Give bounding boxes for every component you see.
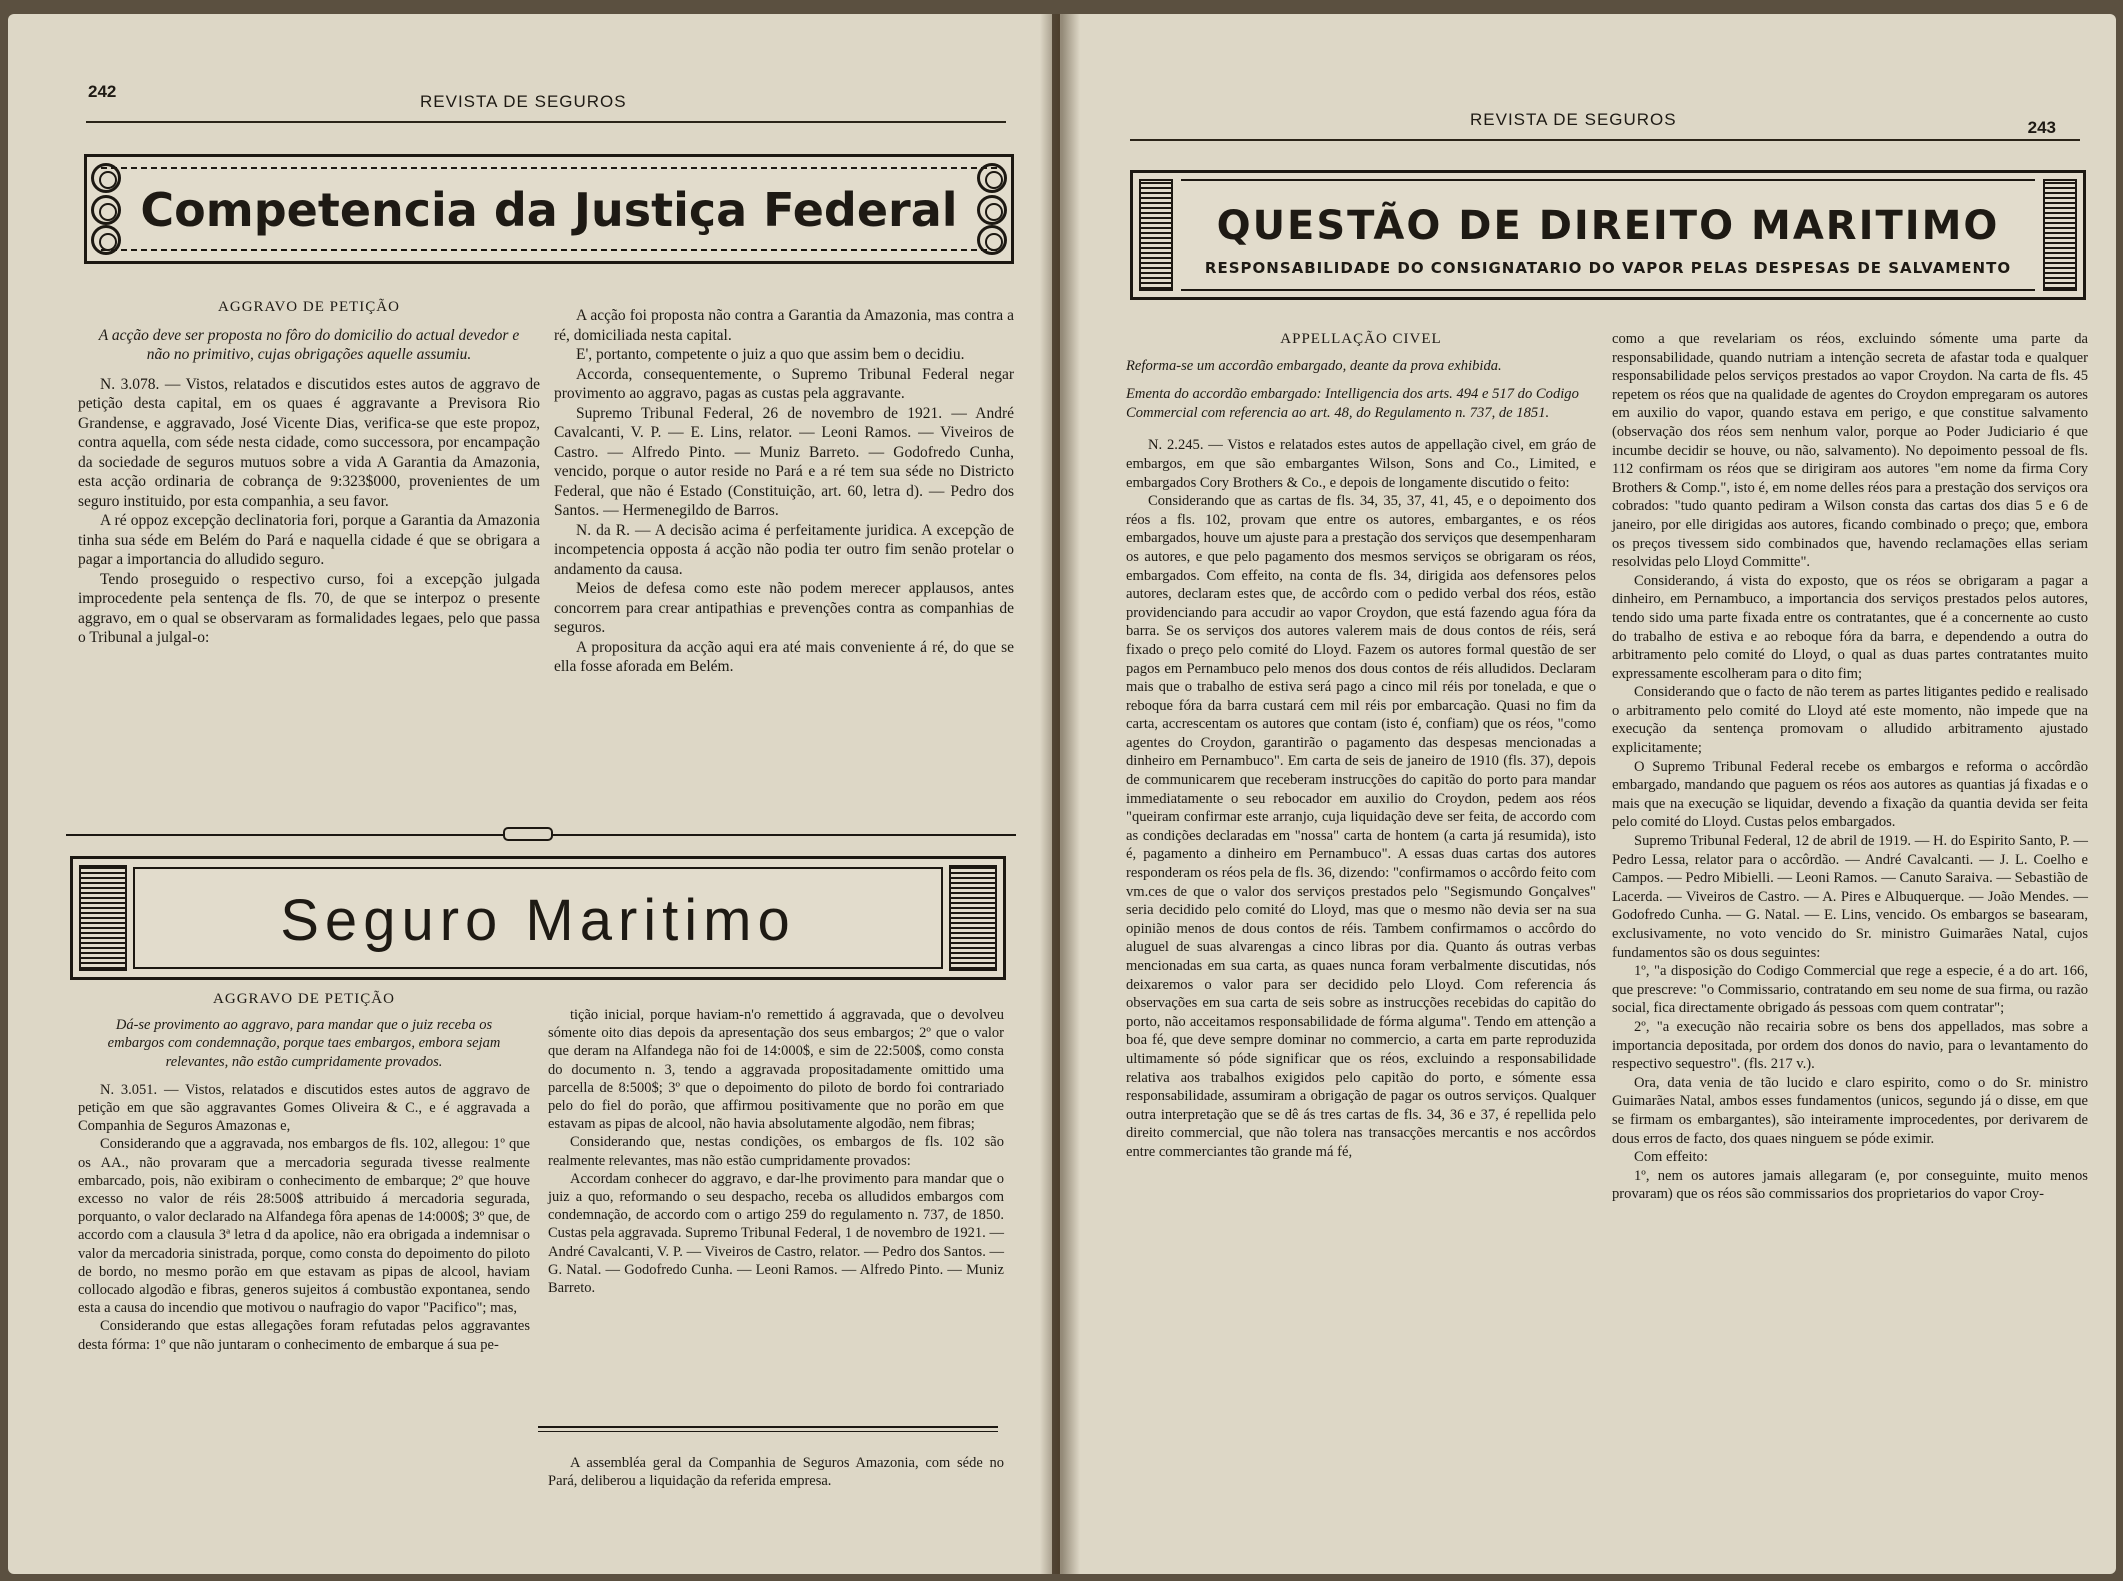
paragraph: O Supremo Tribunal Federal recebe os embargos e reforma o accôrdão embargado, mandando que paguem os réos aos autores as quantias já fixadas e o mais que na execução se liquidar, devendo a fixação da quantia devida ser feita pelo comité do Lloyd. Custas pelos embargados. (1612, 758, 2088, 831)
article-column (548, 1454, 1004, 1490)
paragraph: Considerando que, nestas condições, os embargos de fls. 102 são realmente relevantes, mas não estão cumpridamente provados: (548, 1134, 1004, 1169)
paragraph: N. 2.245. — Vistos e relatados estes autos de appellação civel, em gráo de embargos, em que são embargantes Wilson, Sons and Co., Limited, e embargados Cory Brothers & Co., e depois de longamente discutido o feito: (1126, 437, 1596, 491)
paragraph: 1º, nem os autores jamais allegaram (e, por conseguinte, muito menos provaram) que os réos são commissarios dos proprietarios do vapor Croy- (1612, 1167, 2088, 1203)
article-title-banner (70, 856, 1006, 980)
paragraph: Considerando que a aggravada, nos embargos de fls. 102, allegou: 1º que os AA., não provaram que a mercadoria segurada tivesse realmente embarcado, pois, não exibiram o conhecimento de embarque; 2º que houve excesso no valor de réis 28:500$ attribuido á mercadoria segurada, porquanto, o valor declarado na Alfandega fôra apenas de 14:000$; 3º que, de accordo com a clausula 3ª letra d da apolice, não era obrigada a indemnisar o valor da mercadoria sinistrada, porque, como consta do depoimento do piloto de bordo, no mesmo porão em que estavam as pipas de alcool, haviam collocado algodão e fibras, generos sujeitos á combustão expontanea, sendo esta a causa do incendio que motivou o naufragio do vapor "Pacifico"; mas, (78, 1136, 530, 1317)
paragraph: A ré oppoz excepção declinatoria fori, porque a Garantia da Amazonia tinha sua séde em Belém do Pará e naquella cidade é que se obrigara a pagar a importancia do alludido seguro. (78, 512, 540, 568)
paragraph: N. 3.078. — Vistos, relatados e discutidos estes autos de aggravo de petição desta capital, em os quaes é aggravante a Previsora Rio Grandense, e aggravado, José Vicente Dias, verifica-se que este propoz, contra aquella, com séde nesta cidade, como successora, por encampação da sociedade de seguros mutuos sobre a vida A Garantia da Amazonia, esta acção ordinaria de cobrança de 9:323$000, provenientes de um seguro instituido, por esta companhia, a seu favor. (78, 375, 540, 510)
paragraph: Meios de defesa como este não podem merecer applausos, antes concorrem para crear antipathias e prevenções contra as companhias de seguros. (554, 580, 1014, 636)
article-column (1612, 330, 2088, 1204)
paragraph: Considerando que o facto de não terem as partes litigantes pedido e realisado o arbitramento pelo comité do Lloyd até este momento, não impede que na execução da sentença promovam o alludido arbitramento ajustado explicitamente; (1612, 684, 2088, 757)
paragraph: N. 3.051. — Vistos, relatados e discutidos estes autos de aggravo de petição em que são aggravantes Gomes Oliveira & C., e é aggravada a Companhia de Seguros Amazonas e, (78, 1081, 530, 1135)
paragraph: Ora, data venia de tão lucido e claro espirito, como o do Sr. ministro Guimarães Natal, ambos esses fundamentos (unicos, segundo já o disse, em que se firmam os embargantes), são inteiramente improcedentes, por derivarem de dous erros de facto, dos quaes ninguem se póde eximir. (1612, 1074, 2088, 1147)
article-column (78, 986, 530, 1354)
paragraph: E', portanto, competente o juiz a quo que assim bem o decidiu. (576, 346, 965, 363)
section-heading: APPELLAÇÃO CIVEL (1280, 331, 1442, 347)
running-head: REVISTA DE SEGUROS (1470, 110, 1677, 129)
article-column (78, 294, 540, 648)
running-head: REVISTA DE SEGUROS (420, 92, 627, 111)
paragraph: Supremo Tribunal Federal, 12 de abril de 1919. — H. do Espirito Santo, P. — Pedro Lessa, relator para o accôrdão. — André Cavalcanti. — J. L. Coelho e Campos. — Pedro Mibielli. — Leoni Ramos. — Canuto Saraiva. — Sebastião de Lacerda. — Viveiros de Castro. — A. Pires e Albuquerque. — João Mendes. — Godofredo Cunha. — G. Natal. — E. Lins, vencido. Os embargos se basearam, exclusivamente, no voto vencido do Sr. ministro Guimarães Natal, cujos fundamentos são os dous seguintes: (1612, 833, 2088, 961)
paragraph: Com effeito: (1634, 1149, 1708, 1166)
section-heading: AGGRAVO DE PETIÇÃO (218, 299, 400, 315)
article-title-banner (84, 154, 1014, 264)
article-column (548, 1006, 1004, 1297)
article-title: QUESTÃO DE DIREITO MARITIMO (1216, 203, 2000, 249)
article-title-banner (1130, 170, 2086, 300)
paragraph: 1º, "a disposição do Codigo Commercial que rege a especie, é a do art. 166, que prescreve: "o Commissario, contratando em seu nome de sua firma, ou razão social, fica directamente obrigado ás pessoas com quem contratar"; (1612, 963, 2088, 1017)
note: A assembléa geral da Companhia de Seguros Amazonia, com séde no Pará, deliberou a liquidação da referida empresa. (548, 1455, 1004, 1490)
paragraph: Accorda, consequentemente, o Supremo Tribunal Federal negar provimento ao aggravo, pagas as custas pela aggravante. (554, 365, 1014, 402)
paragraph: 2º, "a execução não recairia sobre os bens dos appellados, mas sobre a importancia depositada, por ordem dos donos do navio, para o levantamento do respectivo sequestro". (fls. 217 v.). (1612, 1018, 2088, 1073)
summary: Dá-se provimento ao aggravo, para mandar que o juiz receba os embargos com condemnação, porque taes embargos, embora sejam relevantes, não estão cumpridamente provados. (107, 1017, 501, 1070)
article-column (554, 306, 1014, 677)
paragraph: N. da R. — A decisão acima é perfeitamente juridica. A excepção de incompetencia opposta á acção não podia ter outro fim senão protelar o andamento da causa. (554, 521, 1014, 578)
divider-ornament-icon (503, 827, 553, 841)
summary: Reforma-se um accordão embargado, deante da prova exhibida. (1126, 357, 1502, 374)
paragraph: Considerando, á vista do exposto, que os réos se obrigaram a pagar a dinheiro, em Pernambuco, a importancia dos serviços prestados pelos autores, tendo sido uma parte fixada entre os contratantes, que é a concernente ao custo do trabalho de estiva e ao reboque fóra da barra, e dependendo a outra do arbitramento pelo comité do Lloyd, o qual as duas partes contratantes muito expressamente escolheram para o dito fim; (1612, 572, 2088, 682)
summary: Ementa do accordão embargado: Intelligencia dos arts. 494 e 517 do Codigo Commercial com referencia ao art. 48, do Regulamento n. 737, de 1851. (1126, 386, 1579, 421)
paragraph: Supremo Tribunal Federal, 26 de novembro de 1921. — André Cavalcanti, V. P. — E. Lins, relator. — Leoni Ramos. — Viveiros de Castro. — Alfredo Pinto. — Muniz Barreto. — Godofredo Cunha, vencido, porque o autor reside no Pará e a ré tem sua séde no Districto Federal, que não é Estado (Constituição, art. 60, letra d). — Pedro dos Santos. — Hermenegildo de Barros. (554, 404, 1014, 519)
paragraph: A propositura da acção aqui era até mais conveniente á ré, do que se ella fosse aforada em Belém. (554, 638, 1014, 675)
article-title: Competencia da Justiça Federal (140, 183, 958, 237)
section-heading: AGGRAVO DE PETIÇÃO (213, 991, 395, 1007)
article-subtitle: RESPONSABILIDADE DO CONSIGNATARIO DO VAPOR PELAS DESPESAS DE SALVAMENTO (1204, 259, 2012, 277)
header-rule (1130, 134, 2080, 141)
page-number: 242 (88, 82, 117, 101)
left-page (8, 14, 1052, 1574)
header-rule (86, 116, 1006, 123)
right-page (1060, 14, 2116, 1574)
paragraph: tição inicial, porque haviam-n'o remettido á aggravada, que o devolveu sómente oito dias depois da apresentação dos seus embargos; 2º que o valor que deram na Alfandega não foi de 14:000$, e sim de 22:500$, como consta do documento n. 3, tendo a aggravada propositadamente omittido uma parcella de 8:500$; 3º que o depoimento do piloto de bordo foi contrariado pelo do fiel do porão, que affirmou positivamente que no porão em que estavam as pipas de alcool, não havia absolutamente algodão, nem fibras; (548, 1007, 1004, 1133)
paragraph: Tendo proseguido o respectivo curso, foi a excepção julgada improcedente pela sentença de fls. 70, de que se interpoz o presente aggravo, em o qual se observaram as formalidades legaes, pelo que passa o Tribunal a julgal-o: (78, 570, 540, 646)
article-title: Seguro Maritimo (280, 888, 796, 953)
paragraph: como a que revelariam os réos, excluindo sómente uma parte da responsabilidade, quando nutriam a intenção secreta de afastar toda e qualquer responsabilidade pelos serviços prestados ao vapor Croydon. Na carta de fls. 45 repetem os réos que na qualidade de agentes do Croydon empregaram os autores em auxilio do vapor, quando estava em perigo, e que constitue salvamento (observação dos réos sem nenhum valor, porque ao Poder Judiciario é que incumbe decidir se houve, ou não, salvamento). No depoimento pessoal de fls. 112 confirmam os réos que se dirigiram aos autores "em nome da firma Cory Brothers & Comp.", isto é, em nome delles réos para a prestação dos serviços ora cobrados: "tudo quanto pediram a Wilson consta das cartas dos dias 5 e 6 de janeiro, por elle dirigidas aos autores, ficando combinado o preço; que, embora os preços tivessem sido combinados que, havendo reclamações ellas seriam resolvidas pelo Lloyd Committe". (1612, 331, 2088, 571)
paragraph: A acção foi proposta não contra a Garantia da Amazonia, mas contra a ré, domiciliada nesta capital. (554, 307, 1014, 344)
page-number: 243 (2027, 118, 2056, 137)
divider (538, 1426, 998, 1432)
book-gutter (1040, 14, 1080, 1574)
paragraph: Considerando que as cartas de fls. 34, 35, 37, 41, 45, e o depoimento dos réos a fls. 102, provam que entre os autores, embargantes, e os réos embargados, houve um ajuste para a prestação dos serviços que desempenharam os autores, e que pelo pagamento dos mesmos serviços se obrigaram os réos, embargados. Com effeito, na conta de fls. 34, dirigida aos defensores pelos autores, declaram estes que, de accôrdo com o pedido verbal dos réos, estão providenciando para accudir ao vapor Croydon, que está fazendo agua fóra da barra. Se os serviços dos autores valerem mais de dous contos de réis, será fixado o preço pelo comité do Lloyd. Fazem os autores formal questão de ser pagos em Pernambuco pelo menos dos dous contos de réis alludidos. Declaram mais que o trabalho de estiva será pago a cinco mil réis por tonelada, e que o reboque fóra da barra custará cem mil réis por embarcação. Quasi no fim da carta, accrescentam os autores que contam (isto é, confiam) que os réos, "como agentes do Croydon, garantirão o pagamento das despesas mencionadas a dinheiro em Pernambuco". Em carta de seis de janeiro de 1910 (fls. 37), depois de communicarem que receberam instrucções do capitão do porto para mandar immediatamente o seu rebocador em auxilio do Croydon, pedem aos réos "queiram confirmar este arranjo, cuja liquidação deve ser feita, de accordo com as condições declaradas em "nossa" carta de hontem (a carta já resumida), isto é, pagamento a dinheiro em Pernambuco". A essas duas cartas dos autores responderam os réos pela de fls. 36, dizendo: "confirmamos o accôrdo feito com vm.ces de que o valor dos serviços prestados pelo "Segismundo Gonçalves" seria decidido pelo comité do Lloyd, mas que o mesmo não devia ser na sua opinião menos de dous contos de réis. Tambem confirmamos o accôrdo do aluguel de suas alvarengas a cinco libras por dia. Quanto ás outras verbas mencionadas em sua carta, as quaes nunca foram verbalmente discutidas, nós deixaremos o valor para ser decidido pelo Lloyd. Com referencia ás observações em sua carta de seis sobre as instrucções recebidas do capitão do porto, não acceitamos responsabilidade de fórma alguma". Tendo em attenção a boa fé, que deve sempre dominar no commercio, a carta em parte reproduzida ultimamente só póde significar que os réos, excluindo a responsabilidade relativa aos trabalhos exigidos pelo capitão do porto, e sómente essa responsabilidade, assumiram a obrigação de pagar os outros serviços. Qualquer outra interpretação que se dê ás tres cartas de fls. 34, 36 e 37, é repellida pelo direito commercial, que não tolera nas transacções mercantis e nos accôrdos entre commerciantes tão grande má fé, (1126, 493, 1596, 1160)
summary: A acção deve ser proposta no fôro do domicilio do actual devedor e não no primitivo, cujas obrigações aquelle assumiu. (98, 326, 520, 363)
paragraph: Accordam conhecer do aggravo, e dar-lhe provimento para mandar que o juiz a quo, reformando o seu despacho, receba os alludidos embargos com condemnação, de accordo com o artigo 259 do regulamento n. 737, de 1850. Custas pela aggravada. Supremo Tribunal Federal, 1 de novembro de 1921. — André Cavalcanti, V. P. — Viveiros de Castro, relator. — Pedro dos Santos. — G. Natal. — Godofredo Cunha. — Leoni Ramos. — Alfredo Pinto. — Muniz Barreto. (548, 1170, 1004, 1297)
paragraph: Considerando que estas allegações foram refutadas pelos aggravantes desta fórma: 1º que não juntaram o conhecimento de embarque á sua pe- (78, 1318, 530, 1353)
article-column (1126, 326, 1596, 1162)
